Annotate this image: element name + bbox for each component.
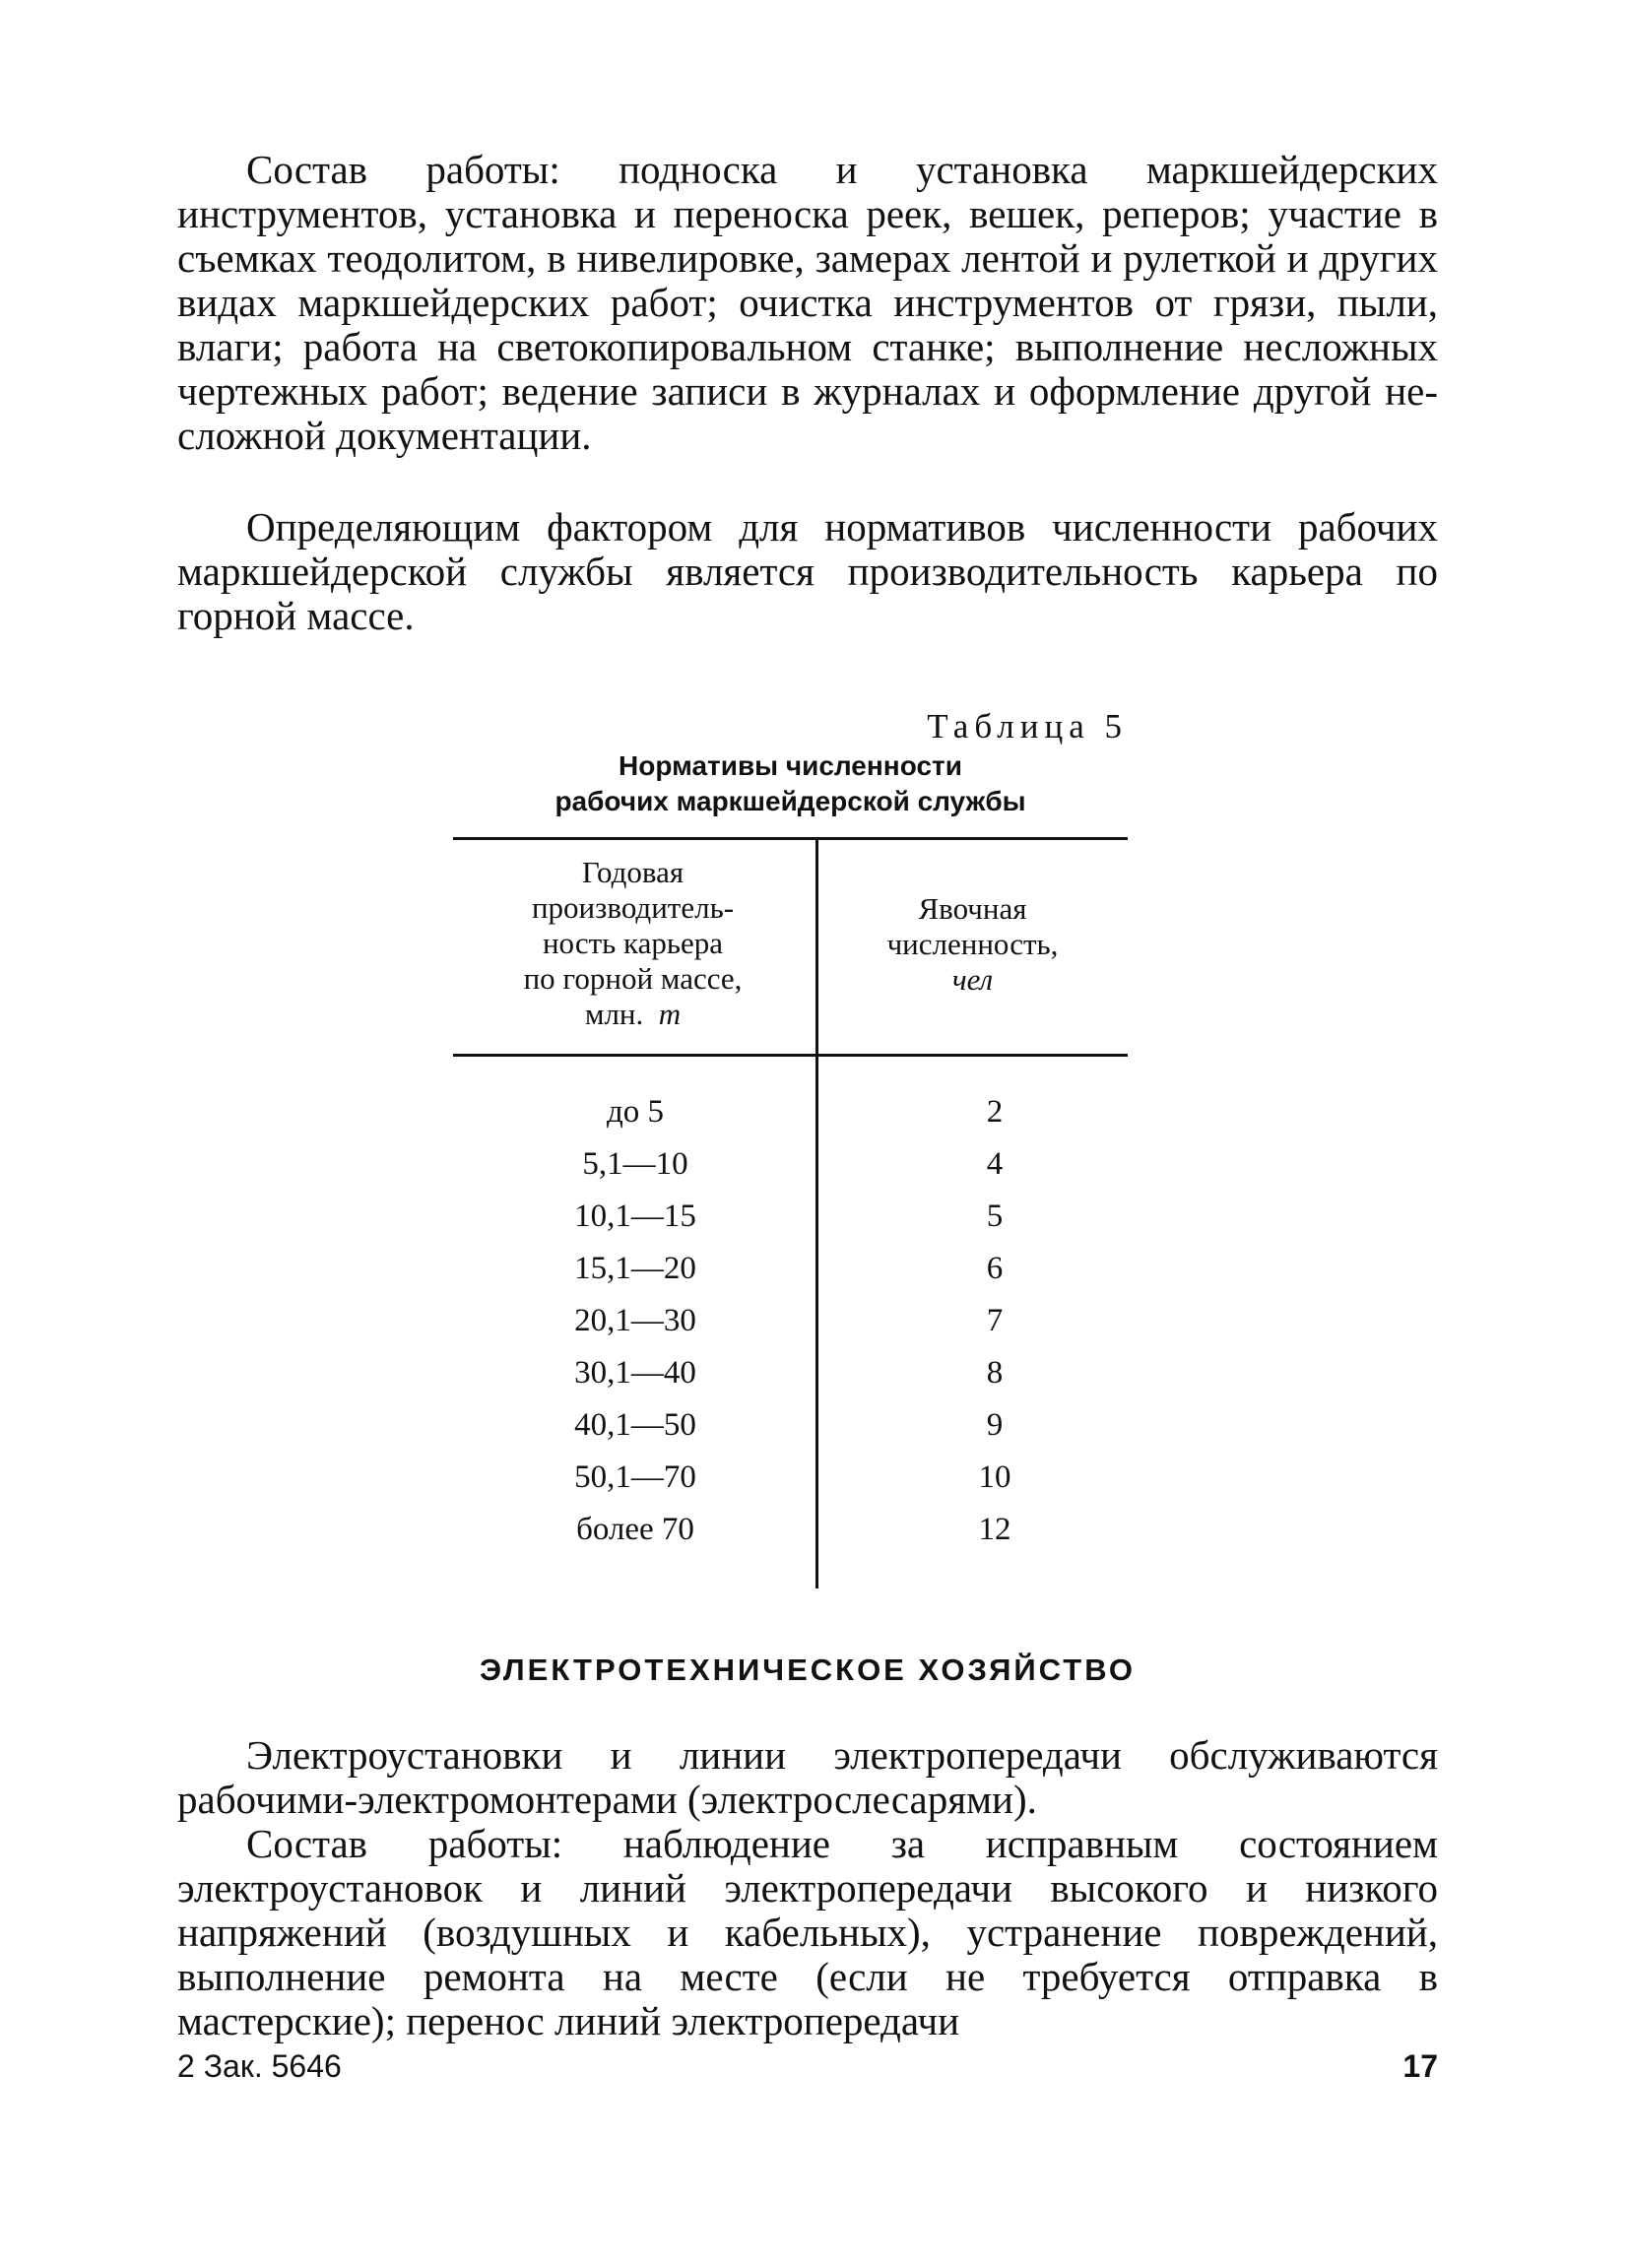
table-header-rule	[453, 1054, 1128, 1057]
table-cell-range: 5,1—10	[582, 1146, 688, 1182]
paragraph-determining-factor: Определяющим фактором для нормативов численности рабочих маркшейдерской службы является производительность карьера по горной массе.	[177, 504, 1438, 638]
table-title	[453, 748, 1128, 819]
table-top-rule	[453, 837, 1128, 840]
column-header-headcount	[817, 891, 1128, 998]
table-cell-range: 40,1—50	[574, 1407, 696, 1443]
table-cell-count: 2	[986, 1094, 1004, 1130]
column-header-right-line: Явочная	[918, 891, 1027, 926]
table-cell-range: 10,1—15	[574, 1199, 696, 1234]
unit-prefix: млн.	[584, 997, 644, 1031]
column-header-right-line: численность,	[886, 927, 1059, 961]
table-body-divider	[815, 1057, 818, 1588]
table-cell-count: 8	[986, 1355, 1004, 1391]
table-cell-range: 20,1—30	[574, 1303, 696, 1338]
paragraph-work-composition-electrical: Состав работы: наблюдение за исправным состоянием электроустановок и линий электропередачи высокого и низкого напряжений (воздушных и кабельных), устранение повреждений, выполнение ремонта на месте (если не требуется отправка в мастерские); перенос линий электропередачи	[177, 1821, 1438, 2043]
column-header-left-line: Годовая	[581, 855, 684, 889]
table-cell-range: более 70	[576, 1512, 694, 1547]
table-cell-range: 15,1—20	[574, 1251, 696, 1286]
table-cell-count: 7	[986, 1303, 1004, 1338]
table-cell-range: 50,1—70	[574, 1459, 696, 1495]
column-header-left-line: по горной массе,	[523, 961, 743, 996]
column-header-right-unit: чел	[951, 962, 994, 997]
page-number: 17	[1402, 2048, 1438, 2084]
table-caption: Таблица 5	[927, 707, 1128, 745]
table-cell-range: 30,1—40	[574, 1355, 696, 1391]
section-heading-electrical: ЭЛЕКТРОТЕХНИЧЕСКОЕ ХОЗЯЙСТВО	[480, 1652, 1136, 1687]
table-cell-count: 5	[986, 1199, 1004, 1234]
table-title-line-1: Нормативы численности	[619, 750, 962, 781]
table-cell-range: до 5	[606, 1094, 665, 1130]
column-header-left-unit	[453, 997, 813, 1032]
table-cell-count: 10	[978, 1459, 1011, 1495]
table-cell-count: 9	[986, 1407, 1004, 1443]
column-header-left-line: производитель-	[531, 890, 735, 925]
footer-order-number: 2 Зак. 5646	[177, 2048, 342, 2084]
table-cell-count: 4	[986, 1146, 1004, 1182]
column-header-annual-output	[453, 855, 813, 1032]
unit-tonnes: т	[658, 997, 682, 1031]
column-header-left-line: ность карьера	[542, 926, 724, 960]
paragraph-work-composition-surveying: Состав работы: подноска и установка маркшейдерских инструментов, установка и переноска реек, вешек, реперов; участие в съемках теодолитом, в нивелировке, замерах лентой и рулеткой и других видах маркшейдерских работ; очистка инструментов от грязи, пыли, влаги; работа на светокопировальном станке; выполнение несложных чертежных работ; ведение записи в журналах и оформление другой несложной документации.	[177, 147, 1438, 458]
table-title-line-2: рабочих маркшейдерской службы	[554, 786, 1026, 816]
table-cell-count: 6	[986, 1251, 1004, 1286]
paragraph-electrical-service: Электроустановки и линии электропередачи обслуживаются рабочими-электромонтерами (электрослесарями).	[177, 1732, 1438, 1822]
table-cell-count: 12	[978, 1512, 1011, 1547]
